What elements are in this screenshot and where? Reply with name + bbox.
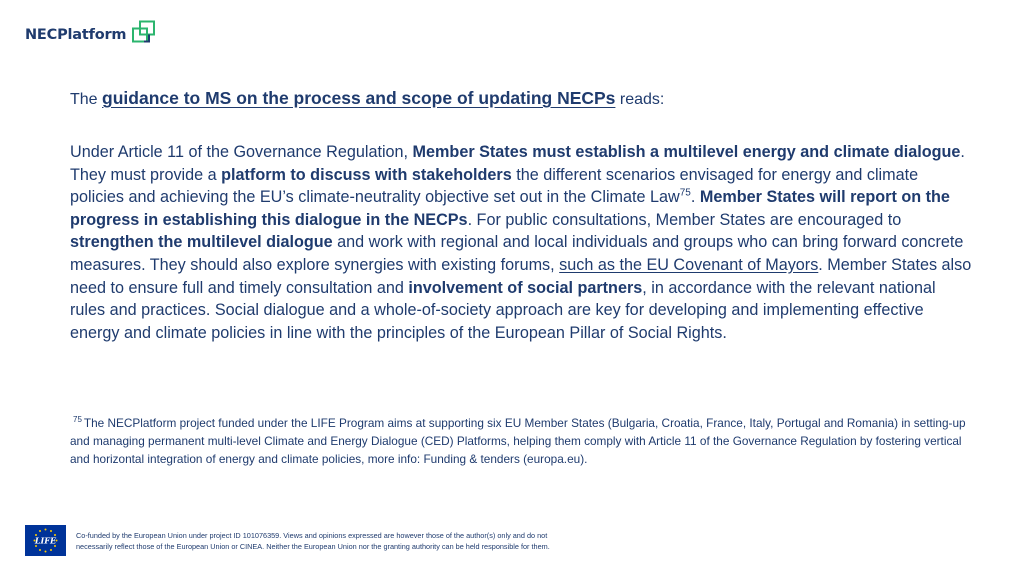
text-run: . (690, 188, 700, 207)
intro-line (70, 88, 664, 109)
eu-flag-life-icon (25, 525, 66, 556)
life-logo-text: LIFE (34, 535, 57, 546)
funding-disclaimer (76, 530, 696, 552)
bold-run: Member States will report on the progress in establishing this dialogue in the NECPs (70, 188, 950, 229)
footnote-number: 75 (73, 415, 82, 425)
text-run: , in accordance with the relevant national rules and practices. Social dialogue and a whole-of-society approach are key for developing and implementing effective energy and climate policies in line with the principles of the European Pillar of Social Rights. (70, 278, 936, 342)
logo-text: NECPlatform (25, 27, 127, 43)
necplatform-logo (25, 26, 157, 44)
main-paragraph (70, 141, 975, 344)
text-run: and work with regional and local individuals and groups who can bring forward concrete measures. They should also explore synergies with existing forums, (70, 233, 964, 274)
disclaimer-line-2: necessarily reflect those of the European Union or CINEA. Neither the European Union nor the granting authority can be held responsible for them. (76, 541, 550, 551)
intro-prefix: The (70, 91, 98, 108)
footnote-text: The NECPlatform project funded under the LIFE Program aims at supporting six EU Member States (Bulgaria, Croatia, France, Italy, Portugal and Romania) in setting-up and managing permanent multi-level Climate and Energy Dialogue (CED) Platforms, helping them comply with Article 11 of the Governance Regulation by fostering vertical and horizontal integration of energy and climate policies, more info: Funding & tenders (europa.eu). (70, 416, 966, 466)
intro-suffix: reads: (619, 91, 665, 108)
covenant-of-mayors-link[interactable]: such as the EU Covenant of Mayors (559, 255, 819, 274)
text-run: Under Article 11 of the Governance Regulation, (70, 143, 413, 161)
footnote-reference[interactable]: 75 (679, 187, 691, 199)
text-run: the different scenarios envisaged for energy and climate policies and achieving the EU’s climate-neutrality objective set out in the Climate Law (70, 165, 919, 207)
funding-footer (25, 525, 696, 556)
bold-run: strengthen the multilevel dialogue (70, 233, 333, 252)
text-run: . Member States also need to ensure full and timely consultation and (70, 255, 972, 297)
bold-run: platform to discuss with stakeholders (221, 165, 512, 184)
bold-run: involvement of social partners (408, 278, 643, 297)
overlapping-squares-icon (131, 20, 157, 44)
guidance-link[interactable]: guidance to MS on the process and scope of updating NECPs (102, 88, 616, 108)
text-run: . For public consultations, Member States are encouraged to (467, 210, 902, 229)
footnote (70, 414, 970, 468)
disclaimer-line-1: Co-funded by the European Union under project ID 101076359. Views and opinions expressed are however those of the author(s) only and do not (76, 530, 548, 540)
bold-run: Member States must establish a multilevel energy and climate dialogue (412, 143, 961, 161)
text-run: . They must provide a (70, 143, 965, 184)
